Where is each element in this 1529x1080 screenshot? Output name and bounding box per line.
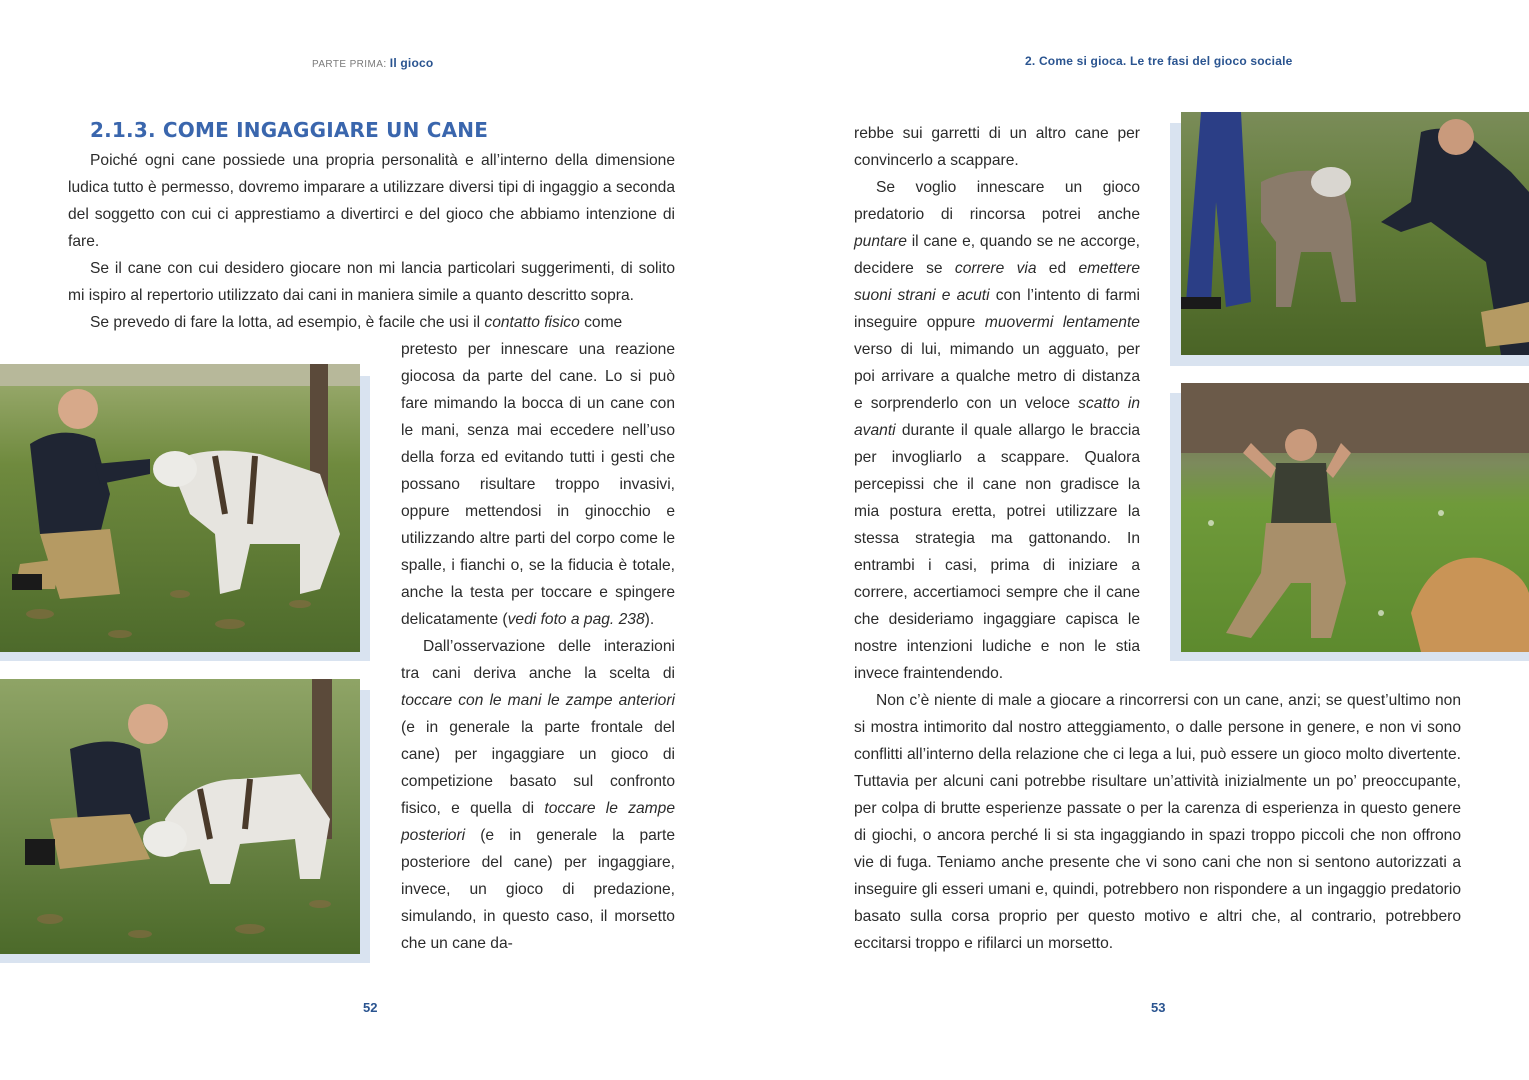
photo-image xyxy=(1181,112,1529,355)
italic-run: scatto in avanti xyxy=(854,395,1140,439)
photo-man-kneeling-with-dog xyxy=(0,364,360,652)
text-run: pretesto per innescare una reazione giocosa da parte del cane. Lo si può fare mimando la bocca di un cane con le mani, senza mai eccedere nell’uso della forza ed evitando tutti i gesti che possano risultare troppo invasivi, oppure mettendosi in ginocchio e utilizzando altre parti del corpo come le spalle, i fianchi o, se la fiducia è totale, anche la testa per toccare e spingere delicatamente ( xyxy=(401,341,675,628)
paragraph: Se il cane con cui desidero giocare non mi lancia particolari suggerimenti, di solito mi ispiro al repertorio utilizzato dai cani in maniera simile a quanto descritto sopra. xyxy=(68,260,675,304)
paragraph xyxy=(401,633,675,957)
section-title: 2.1.3. COME INGAGGIARE UN CANE xyxy=(90,118,489,142)
running-head-right: 2. Come si gioca. Le tre fasi del gioco sociale xyxy=(1025,54,1293,68)
text-run: (e in generale la parte posteriore del cane) per ingaggiare, invece, un gioco di predazione, simulando, in questo caso, il morsetto che un cane da- xyxy=(401,827,675,952)
text-run: durante il quale allargo le braccia per invogliarlo a scappare. Qualora percepissi che il cane non gradisce la mia postura eretta, potrei utilizzare la stessa strategia ma gattonando. In entrambi i casi, prima di iniziare a correre, accertiamoci sempre che il cane che desideriamo ingaggiare capisca le nostre intenzioni ludiche e non le stia invece fraintendendo. xyxy=(854,422,1140,682)
column-text-left xyxy=(401,336,675,957)
column-text-right xyxy=(854,120,1140,687)
paragraph xyxy=(854,174,1140,687)
right-page xyxy=(764,0,1529,1080)
italic-run: contatto fisico xyxy=(484,314,580,331)
text-run: Se voglio innescare un gioco predatorio di rincorsa potrei anche xyxy=(854,179,1140,223)
running-head-title: Il gioco xyxy=(389,56,434,70)
text-run: (e in generale la parte frontale del cane) per ingaggiare un gioco di competizione basato sul confronto fisico, e quella di xyxy=(401,719,675,817)
paragraph: Non c’è niente di male a giocare a rincorrersi con un cane, anzi; se quest’ultimo non si mostra intimorito dal nostro atteggiamento, o dalle persone in genere, e non vi sono conflitti all’interno della relazione che ci lega a lui, può essere un gioco molto divertente. Tuttavia per alcuni cani potrebbe risultare un’attività inizialmente un po’ preoccupante, per colpa di brutte esperienze passate o per la carenza di esperienza in questo genere di giochi, o ancora perché li si sta ingaggiando in spazi troppo piccoli che non offrono vie di fuga. Teniamo anche presente che vi sono cani che non si sentono autorizzati a inseguire gli esseri umani e, quindi, potrebbero non rispondere a un ingaggio predatorio basato sulla corsa proprio per questo motivo e altri che, al contrario, potrebbero eccitarsi troppo e rifilarci un morsetto. xyxy=(854,692,1461,952)
italic-run: muovermi lentamente xyxy=(984,314,1140,331)
running-head-separator: : xyxy=(383,58,387,70)
text-run: con l’intento di farmi inseguire oppure xyxy=(854,287,1140,331)
italic-run: correre via xyxy=(954,260,1037,277)
italic-run: toccare con le mani le zampe anteriori xyxy=(401,692,675,709)
intro-text xyxy=(68,147,675,336)
text-run: ). xyxy=(644,611,655,628)
page-number-right: 53 xyxy=(1151,1000,1166,1015)
italic-run: toccare le zampe posteriori xyxy=(401,800,675,844)
text-run: verso di lui, mimando un agguato, per poi arrivare a qualche metro di distanza e sorprenderlo con un veloce xyxy=(854,341,1140,412)
text-run: il cane e, quando se ne accorge, decidere se xyxy=(854,233,1140,277)
photo-image xyxy=(0,679,360,954)
italic-run: vedi foto a pag. 238 xyxy=(507,611,645,628)
italic-run: emettere suoni strani e acuti xyxy=(854,260,1140,304)
photo-man-with-wolfdog xyxy=(1181,112,1529,355)
italic-run: puntare xyxy=(854,233,907,250)
running-head-left xyxy=(312,56,433,70)
photo-image xyxy=(0,364,360,652)
paragraph xyxy=(401,336,675,633)
left-page xyxy=(0,0,764,1080)
paragraph: rebbe sui garretti di un altro cane per convincerlo a scappare. xyxy=(854,125,1140,169)
full-width-text xyxy=(854,687,1461,957)
running-head-part: PARTE PRIMA xyxy=(312,59,384,70)
photo-image xyxy=(1181,383,1529,652)
text-run: ed xyxy=(1036,260,1079,277)
paragraph xyxy=(68,309,675,336)
text-run: Dall’osservazione delle interazioni tra cani deriva anche la scelta di xyxy=(401,638,675,682)
text-run: Se prevedo di fare la lotta, ad esempio, è facile che usi il xyxy=(90,314,485,331)
photo-man-crouching-playful-pose xyxy=(1181,383,1529,652)
photo-man-and-dog-sniffing xyxy=(0,679,360,954)
page-number-left: 52 xyxy=(363,1000,378,1015)
paragraph: Poiché ogni cane possiede una propria personalità e all’interno della dimensione ludica tutto è permesso, dovremo imparare a utilizzare diversi tipi di ingaggio a seconda del soggetto con cui ci apprestiamo a divertirci e del gioco che abbiamo intenzione di fare. xyxy=(68,152,675,250)
text-run: come xyxy=(579,314,623,331)
